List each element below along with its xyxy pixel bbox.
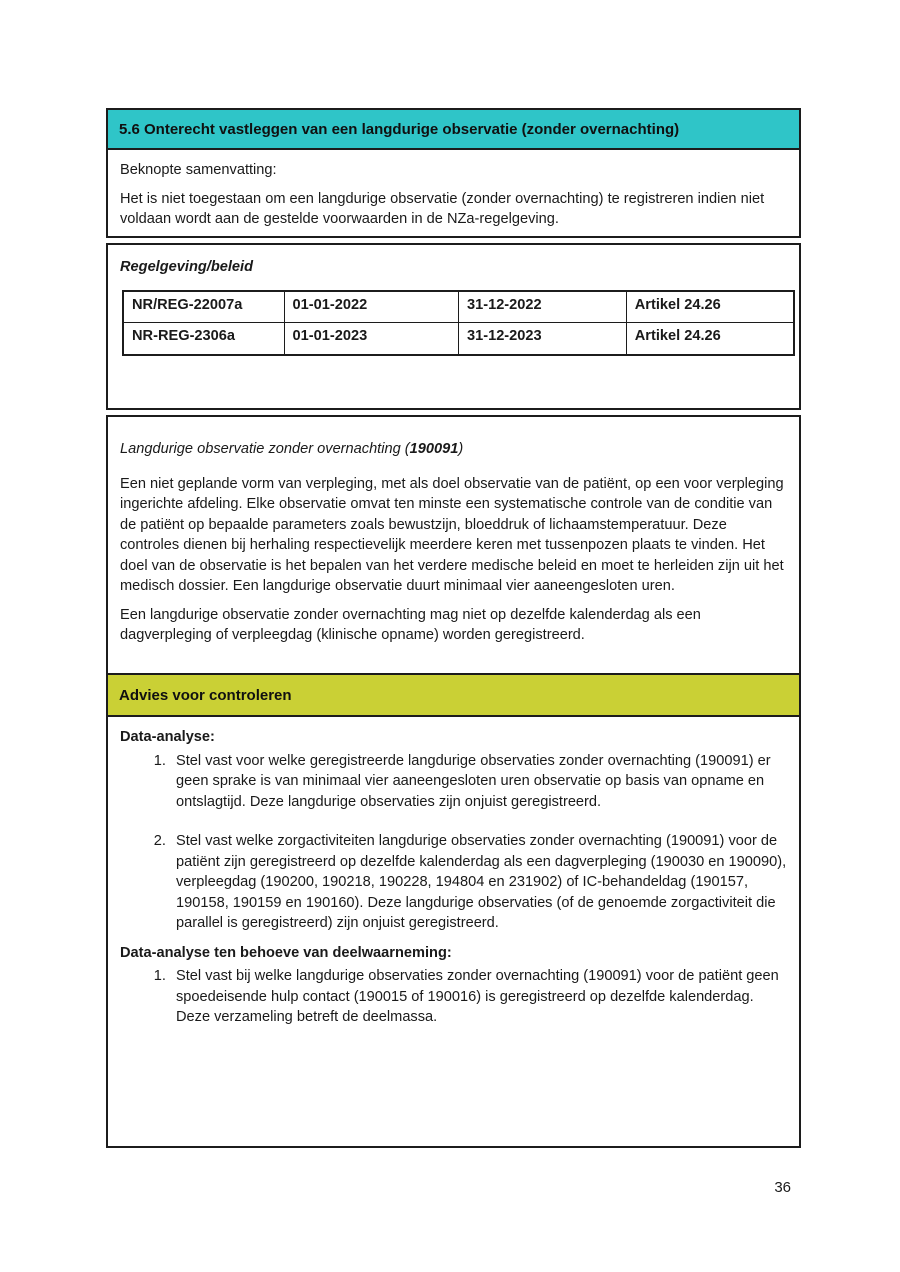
section-header-advice xyxy=(106,673,801,717)
definition-paragraph: Een langdurige observatie zonder overnachting mag niet op dezelfde kalenderdag als een dagverpleging of verpleegdag (klinische opname) worden geregistreerd. xyxy=(120,606,701,643)
article-cell: Artikel 24.26 xyxy=(626,291,794,323)
definition-section xyxy=(106,415,801,675)
summary-section xyxy=(106,148,801,238)
definition-heading-close: ) xyxy=(458,441,464,457)
analysis-section xyxy=(106,715,801,1148)
page-number: 36 xyxy=(774,1179,791,1196)
definition-heading-text: Langdurige observatie zonder overnachting ( xyxy=(120,441,410,457)
definition-heading xyxy=(120,439,787,460)
regulation-heading: Regelgeving/beleid xyxy=(120,259,253,275)
end-date-cell: 31-12-2023 xyxy=(458,323,626,355)
start-date-cell: 01-01-2022 xyxy=(284,291,458,323)
regulation-section xyxy=(106,243,801,410)
article-cell: Artikel 24.26 xyxy=(626,323,794,355)
definition-paragraph: Een niet geplande vorm van verpleging, met als doel observatie van de patiënt, op een voor verpleging ingerichte afdeling. Elke observatie omvat ten minste een systematische controle van de conditie van de patiënt op bepaalde parameters zoals bewustzijn, bloeddruk of lichaamstemperatuur. Deze controles dienen bij herhaling respectievelijk meerdere keren met tussenpozen plaats te vinden. Het doel van de observatie is het bepalen van het verdere medische beleid en moet te herleiden zijn uit het medisch dossier. Een langdurige observatie duurt minimaal vier aaneengesloten uren. xyxy=(120,475,784,594)
start-date-cell: 01-01-2023 xyxy=(284,323,458,355)
list-item-text: Stel vast bij welke langdurige observaties zonder overnachting (190091) voor de patiënt geen spoedeisende hulp contact (190015 of 190016) is geregistreerd op dezelfde kalenderdag. Deze verzameling betreft de deelmassa. xyxy=(176,968,779,1025)
data-analysis-label: Data-analyse: xyxy=(120,729,215,745)
list-item xyxy=(170,966,787,1028)
summary-text: Het is niet toegestaan om een langdurige observatie (zonder overnachting) te registreren indien niet voldaan wordt aan de gestelde voorwaarden in de NZa-regelgeving. xyxy=(120,190,765,227)
data-analysis-list xyxy=(120,751,787,934)
section-title-text: 5.6 Onterecht vastleggen van een langdurige observatie (zonder overnachting) xyxy=(119,120,680,138)
list-item xyxy=(170,831,787,934)
document-body xyxy=(106,108,801,1148)
list-item xyxy=(170,751,787,813)
advice-heading-text: Advies voor controleren xyxy=(119,686,292,704)
regulation-code-cell: NR-REG-2306a xyxy=(123,323,284,355)
section-header-title xyxy=(106,108,801,150)
table-row xyxy=(123,291,794,323)
list-item-text: Stel vast welke zorgactiviteiten langdurige observaties zonder overnachting (190091) voor de patiënt zijn geregistreerd op dezelfde kalenderdag als een dagverpleging (190030 en 190090), verpleegdag (190200, 190218, 190228, 194804 en 231902) of IC-behandeldag (190157, 190158, 190159 en 190160). Deze langdurige observaties (of de genoemde zorgactiviteit die parallel is geregistreerd) zijn onjuist geregistreerd. xyxy=(176,833,787,931)
summary-label: Beknopte samenvatting: xyxy=(120,162,277,178)
table-row xyxy=(123,323,794,355)
sampling-list xyxy=(120,966,787,1028)
regulation-code-cell: NR/REG-22007a xyxy=(123,291,284,323)
regulation-table xyxy=(122,290,795,356)
list-item-text: Stel vast voor welke geregistreerde langdurige observaties zonder overnachting (190091) er geen sprake is van minimaal vier aaneengesloten uren observatie op basis van opname en ontslagtijd. Deze langdurige observaties zijn onjuist geregistreerd. xyxy=(176,752,771,810)
sampling-label: Data-analyse ten behoeve van deelwaarneming: xyxy=(120,944,452,961)
end-date-cell: 31-12-2022 xyxy=(458,291,626,323)
activity-code: 190091 xyxy=(409,441,459,457)
